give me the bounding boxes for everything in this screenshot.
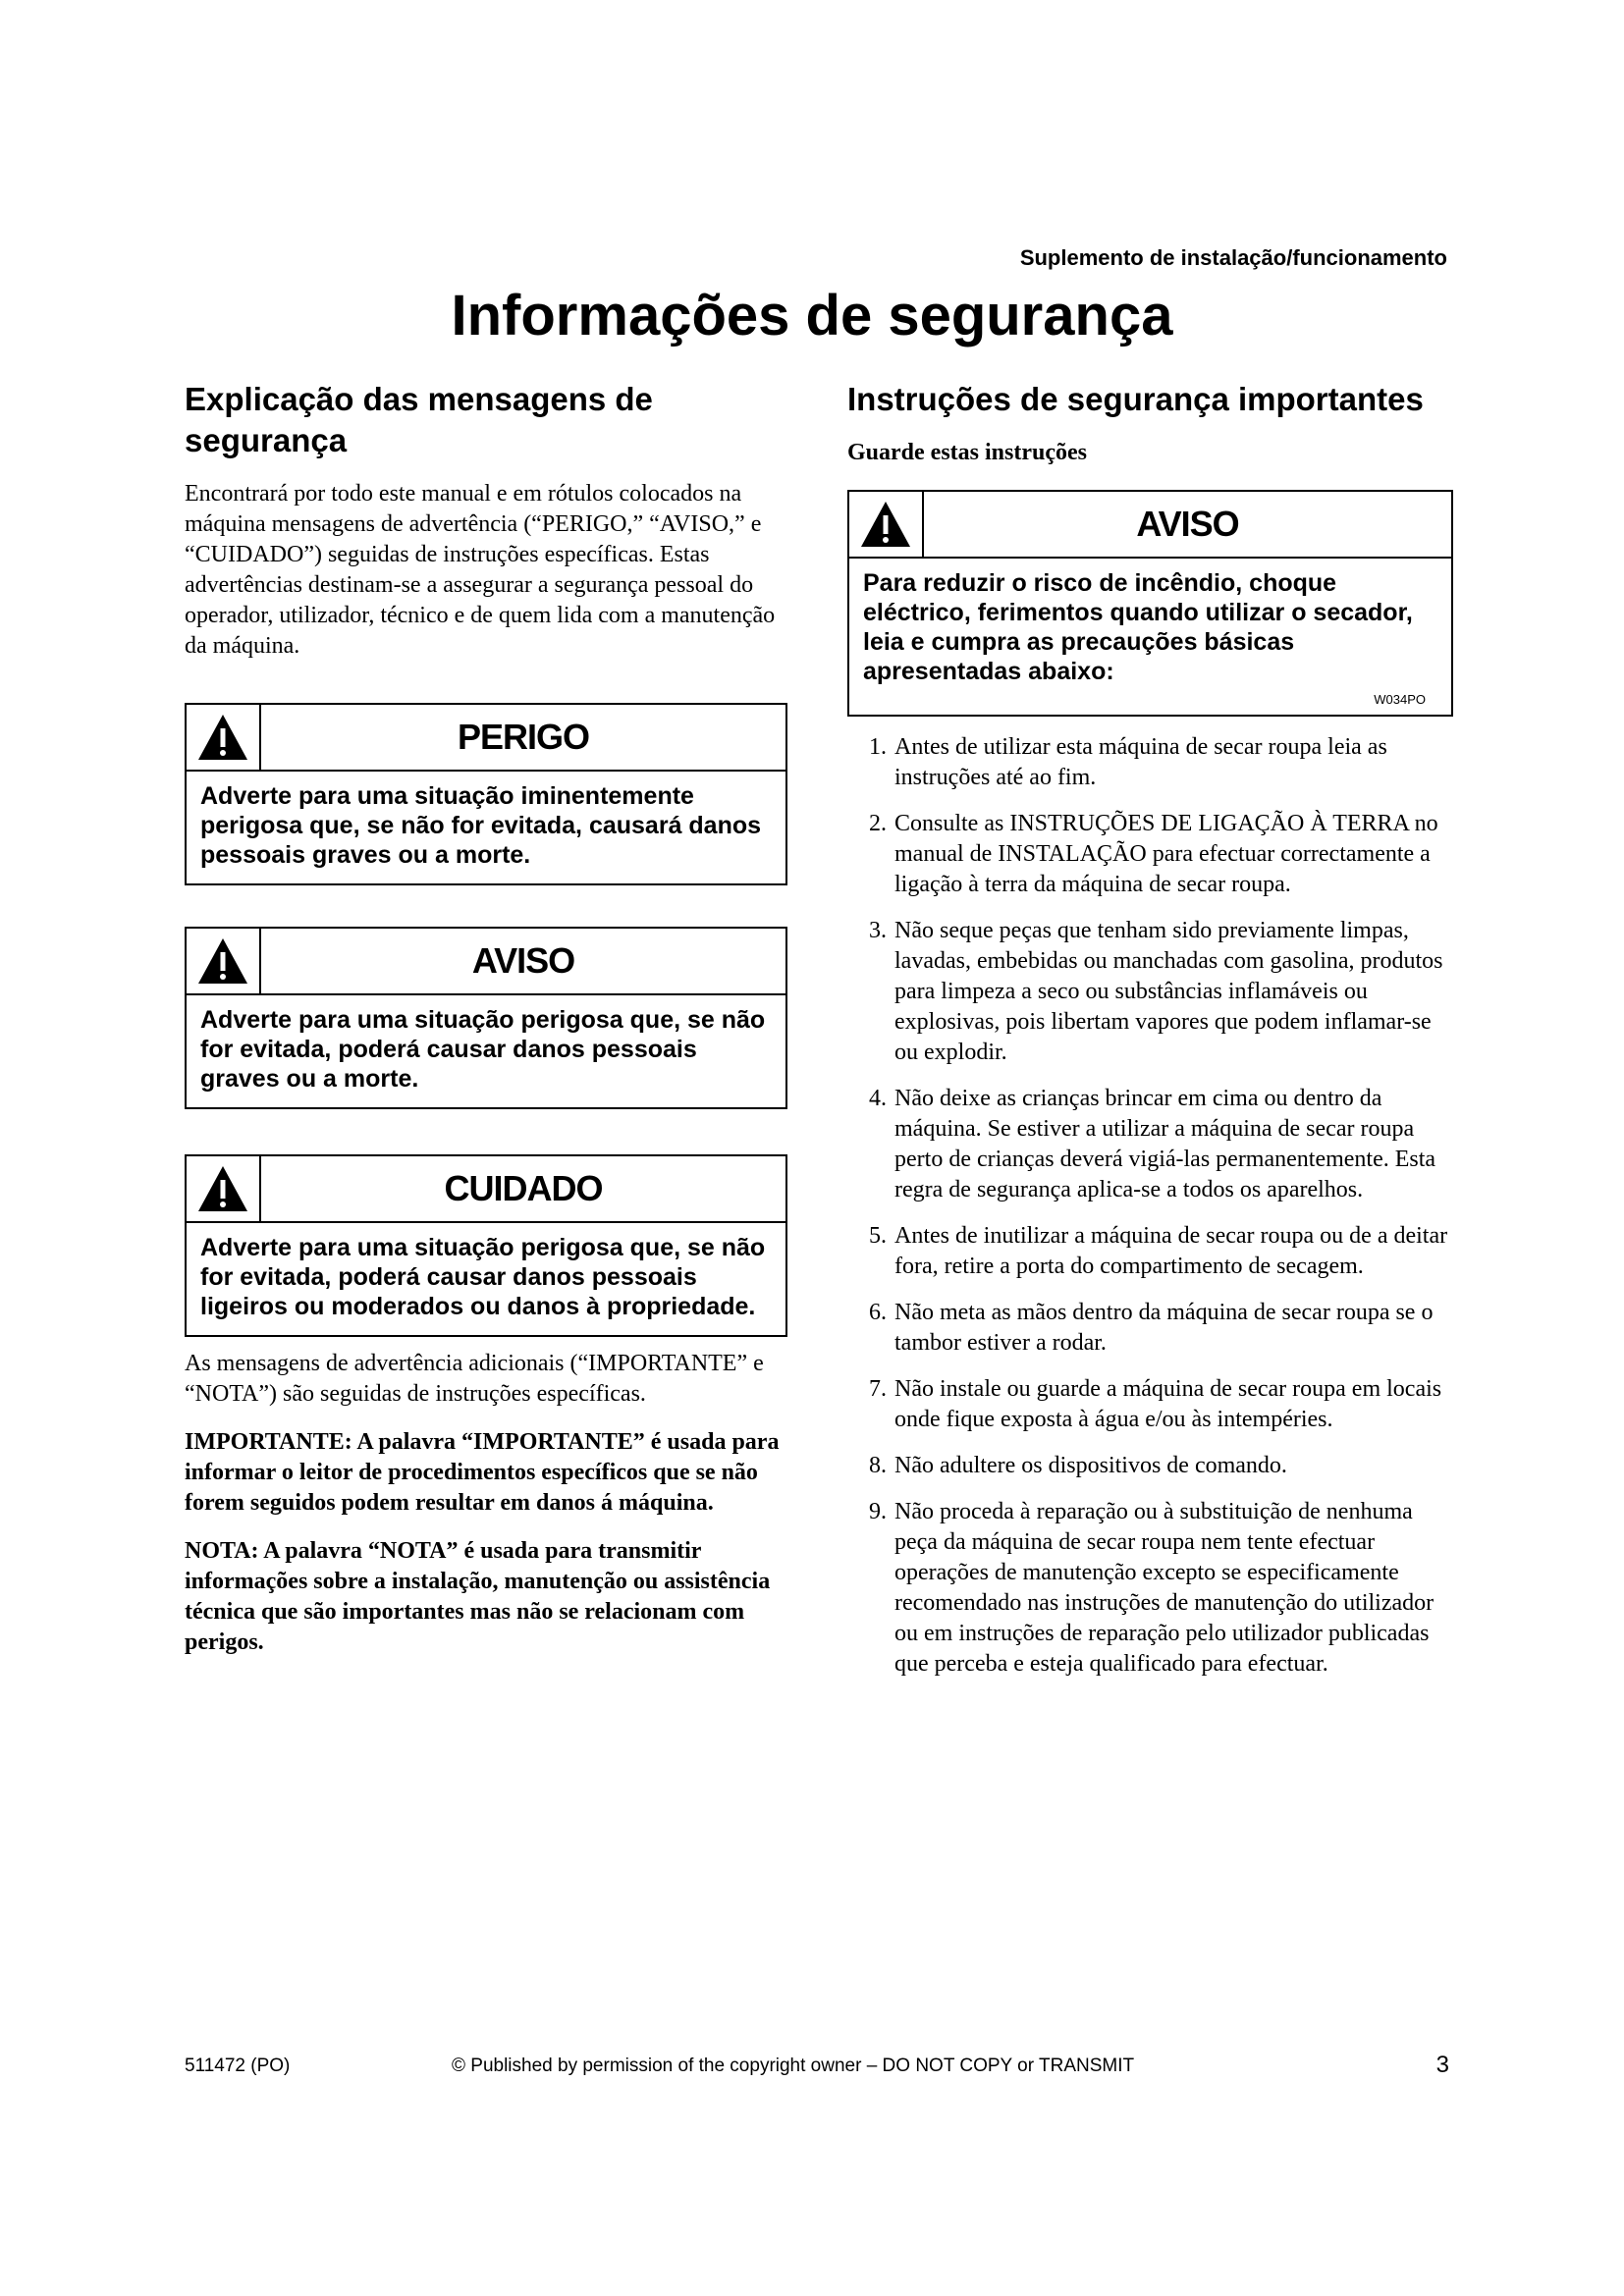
item-text: Não meta as mãos dentro da máquina de secar roupa se o tambor estiver a rodar. xyxy=(894,1300,1434,1356)
aviso-box xyxy=(185,927,787,1109)
item-text: Não deixe as crianças brincar em cima ou dentro da máquina. Se estiver a utilizar a máquina de secar roupa perto de crianças deverá vigiá-las permanentemente. Esta regra de segurança aplica-se a todos os aparelhos. xyxy=(894,1086,1436,1202)
aviso-text: Adverte para uma situação perigosa que, se não for evitada, poderá causar danos pessoais graves ou a morte. xyxy=(200,1006,766,1093)
item-text: Não adultere os dispositivos de comando. xyxy=(894,1453,1287,1478)
intro-paragraph: Encontrará por todo este manual e em rótulos colocados na máquina mensagens de advertência (“PERIGO,” “AVISO,” e “CUIDADO”) seguidas de instruções específicas. Estas advertências destinam-se a assegurar a segurança pessoal do operador, utilizador, técnico e de quem lida com a manutenção da máquina. xyxy=(185,481,776,659)
perigo-box xyxy=(185,703,787,885)
save-instructions: Guarde estas instruções xyxy=(847,440,1087,465)
perigo-title: PERIGO xyxy=(457,717,590,757)
aviso-title: AVISO xyxy=(471,940,575,981)
warning-triangle-icon xyxy=(849,492,924,557)
additional-paragraph: As mensagens de advertência adicionais (“IMPORTANTE” e “NOTA”) são seguidas de instruções específicas. xyxy=(185,1351,764,1407)
aviso-right-title: AVISO xyxy=(1136,504,1239,544)
page-number: 3 xyxy=(1435,2052,1449,2078)
safety-instruction-item xyxy=(847,1298,1453,1359)
supplement-label: Suplemento de instalação/funcionamento xyxy=(1019,245,1447,270)
item-number: 3. xyxy=(869,918,887,943)
item-number: 1. xyxy=(869,734,887,760)
aviso-code: W034PO xyxy=(1374,692,1426,707)
footer-code: 511472 (PO) xyxy=(185,2056,291,2076)
right-column xyxy=(847,379,1453,1695)
right-heading: Instruções de segurança importantes xyxy=(847,381,1424,417)
cuidado-box xyxy=(185,1154,787,1337)
item-number: 8. xyxy=(869,1453,887,1478)
warning-triangle-icon xyxy=(187,705,261,770)
item-text: Antes de utilizar esta máquina de secar roupa leia as instruções até ao fim. xyxy=(894,734,1387,790)
cuidado-title: CUIDADO xyxy=(444,1168,603,1208)
nota-paragraph: NOTA: A palavra “NOTA” é usada para transmitir informações sobre a instalação, manutenção ou assistência técnica que são importantes mas não se relacionam com perigos. xyxy=(185,1538,771,1655)
left-column xyxy=(185,379,787,1658)
item-number: 7. xyxy=(869,1376,887,1402)
warning-triangle-icon xyxy=(187,929,261,993)
item-text: Não proceda à reparação ou à substituição de nenhuma peça da máquina de secar roupa nem tente efectuar operações de manutenção excepto se especificamente recomendado nas instruções de manutenção do utilizador ou em instruções de reparação pelo utilizador publicadas que perceba e esteja qualificado para efectuar. xyxy=(894,1499,1435,1677)
safety-instruction-item xyxy=(847,1497,1453,1680)
perigo-text: Adverte para uma situação iminentemente perigosa que, se não for evitada, causará danos pessoais graves ou a morte. xyxy=(200,782,762,869)
aviso-box-right xyxy=(847,490,1453,717)
item-text: Antes de inutilizar a máquina de secar roupa ou de a deitar fora, retire a porta do compartimento de secagem. xyxy=(894,1223,1448,1279)
left-heading: Explicação das mensagens de segurança xyxy=(185,381,653,458)
safety-instruction-item xyxy=(847,809,1453,900)
page-title: Informações de segurança xyxy=(451,284,1173,347)
safety-instruction-item xyxy=(847,1374,1453,1435)
safety-instruction-item xyxy=(847,1084,1453,1205)
item-text: Consulte as INSTRUÇÕES DE LIGAÇÃO À TERRA no manual de INSTALAÇÃO para efectuar correctamente a ligação à terra da máquina de secar roupa. xyxy=(894,811,1438,897)
safety-instructions-list xyxy=(847,732,1453,1680)
safety-instruction-item xyxy=(847,1221,1453,1282)
safety-instruction-item xyxy=(847,732,1453,793)
aviso-right-text: Para reduzir o risco de incêndio, choque eléctrico, ferimentos quando utilizar o secador, leia e cumpra as precauções básicas apresentadas abaixo: xyxy=(863,569,1413,685)
safety-instruction-item xyxy=(847,916,1453,1068)
item-text: Não seque peças que tenham sido previamente limpas, lavadas, embebidas ou manchadas com gasolina, produtos para limpeza a seco ou substâncias inflamáveis ou explosivas, pois libertam vapores que podem inflamar-se ou explodir. xyxy=(894,918,1443,1065)
item-number: 6. xyxy=(869,1300,887,1325)
item-number: 5. xyxy=(869,1223,887,1249)
warning-triangle-icon xyxy=(187,1156,261,1221)
item-number: 4. xyxy=(869,1086,887,1111)
item-number: 9. xyxy=(869,1499,887,1524)
importante-paragraph: IMPORTANTE: A palavra “IMPORTANTE” é usada para informar o leitor de procedimentos específicos que se não forem seguidos podem resultar em danos á máquina. xyxy=(185,1429,780,1516)
item-text: Não instale ou guarde a máquina de secar roupa em locais onde fique exposta à água e/ou às intempéries. xyxy=(894,1376,1442,1432)
safety-instruction-item xyxy=(847,1451,1453,1481)
item-number: 2. xyxy=(869,811,887,836)
cuidado-text: Adverte para uma situação perigosa que, se não for evitada, poderá causar danos pessoais ligeiros ou moderados ou danos à propriedade. xyxy=(200,1234,766,1320)
footer-copyright: © Published by permission of the copyright owner – DO NOT COPY or TRANSMIT xyxy=(452,2056,1135,2076)
